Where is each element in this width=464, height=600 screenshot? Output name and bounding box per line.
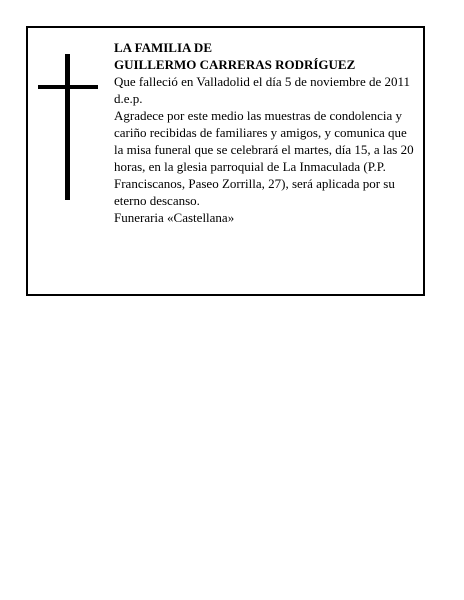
acknowledgement-message: Agradece por este medio las muestras de condolencia y cariño recibidas de familiares y amigos, y comunica que la misa funeral que se celebrará el martes, día 15, a las 20 horas, en la glesia parroquial de La Inmaculada (P.P. Franciscanos, Paseo Zorrilla, 27), será aplicada por su eterno descanso.	[114, 108, 414, 208]
notice-text-block	[114, 39, 419, 226]
cross-horizontal-bar	[38, 85, 98, 89]
cross-icon	[38, 54, 98, 200]
funeral-home: Funeraria «Castellana»	[114, 210, 235, 225]
death-info: Que falleció en Valladolid el día 5 de noviembre de 2011	[114, 74, 411, 89]
family-heading: LA FAMILIA DE	[114, 40, 212, 55]
obituary-notice	[26, 26, 425, 296]
cross-vertical-bar	[65, 54, 70, 200]
deceased-name: GUILLERMO CARRERAS RODRÍGUEZ	[114, 57, 356, 72]
rip-abbreviation: d.e.p.	[114, 91, 143, 106]
